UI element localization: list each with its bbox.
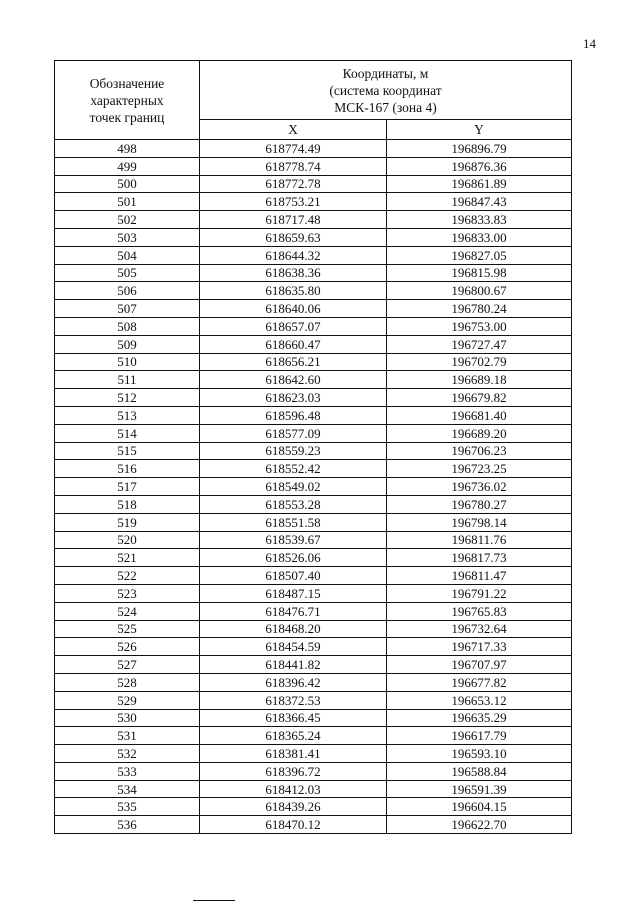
- x-coordinate-cell: 618526.06: [200, 549, 387, 567]
- point-id-cell: 534: [55, 780, 200, 798]
- header-coords-line-3: МСК-167 (зона 4): [334, 99, 437, 115]
- table-row: [55, 264, 572, 282]
- table-row: [55, 762, 572, 780]
- point-id-cell: 520: [55, 531, 200, 549]
- y-coordinate-cell: 196591.39: [387, 780, 572, 798]
- table-row: [55, 620, 572, 638]
- table-row: [55, 478, 572, 496]
- header-points-line-2: характерных: [90, 92, 164, 108]
- header-boundary-points: [55, 61, 200, 140]
- point-id-cell: 507: [55, 300, 200, 318]
- x-coordinate-cell: 618642.60: [200, 371, 387, 389]
- table-row: [55, 727, 572, 745]
- x-coordinate-cell: 618553.28: [200, 495, 387, 513]
- point-id-cell: 531: [55, 727, 200, 745]
- point-id-cell: 523: [55, 584, 200, 602]
- point-id-cell: 518: [55, 495, 200, 513]
- x-coordinate-cell: 618656.21: [200, 353, 387, 371]
- table-row: [55, 549, 572, 567]
- table-row: [55, 317, 572, 335]
- x-coordinate-cell: 618476.71: [200, 602, 387, 620]
- table-row: [55, 638, 572, 656]
- x-coordinate-cell: 618439.26: [200, 798, 387, 816]
- y-coordinate-cell: 196593.10: [387, 745, 572, 763]
- table-row: [55, 709, 572, 727]
- header-coords-line-1: Координаты, м: [342, 65, 429, 81]
- x-coordinate-cell: 618470.12: [200, 816, 387, 834]
- y-coordinate-cell: 196817.73: [387, 549, 572, 567]
- point-id-cell: 503: [55, 228, 200, 246]
- y-coordinate-cell: 196833.00: [387, 228, 572, 246]
- table-row: [55, 193, 572, 211]
- y-coordinate-cell: 196815.98: [387, 264, 572, 282]
- table-row: [55, 282, 572, 300]
- x-coordinate-cell: 618549.02: [200, 478, 387, 496]
- y-coordinate-cell: 196681.40: [387, 406, 572, 424]
- y-coordinate-cell: 196780.27: [387, 495, 572, 513]
- table-row: [55, 246, 572, 264]
- table-row: [55, 745, 572, 763]
- table-row: [55, 531, 572, 549]
- y-coordinate-cell: 196689.18: [387, 371, 572, 389]
- x-coordinate-cell: 618596.48: [200, 406, 387, 424]
- point-id-cell: 535: [55, 798, 200, 816]
- x-coordinate-cell: 618772.78: [200, 175, 387, 193]
- x-coordinate-cell: 618635.80: [200, 282, 387, 300]
- table-row: [55, 371, 572, 389]
- x-coordinate-cell: 618640.06: [200, 300, 387, 318]
- table-row: [55, 175, 572, 193]
- y-coordinate-cell: 196653.12: [387, 691, 572, 709]
- table-row: [55, 816, 572, 834]
- x-coordinate-cell: 618412.03: [200, 780, 387, 798]
- table-row: [55, 602, 572, 620]
- point-id-cell: 505: [55, 264, 200, 282]
- point-id-cell: 512: [55, 389, 200, 407]
- point-id-cell: 506: [55, 282, 200, 300]
- y-coordinate-cell: 196896.79: [387, 140, 572, 158]
- table-row: [55, 353, 572, 371]
- x-coordinate-cell: 618778.74: [200, 157, 387, 175]
- y-coordinate-cell: 196679.82: [387, 389, 572, 407]
- coordinates-table: [54, 60, 572, 834]
- table-row: [55, 513, 572, 531]
- y-coordinate-cell: 196588.84: [387, 762, 572, 780]
- point-id-cell: 509: [55, 335, 200, 353]
- point-id-cell: 501: [55, 193, 200, 211]
- y-coordinate-cell: 196847.43: [387, 193, 572, 211]
- point-id-cell: 510: [55, 353, 200, 371]
- table-row: [55, 335, 572, 353]
- table-row: [55, 424, 572, 442]
- y-coordinate-cell: 196736.02: [387, 478, 572, 496]
- y-coordinate-cell: 196707.97: [387, 656, 572, 674]
- point-id-cell: 514: [55, 424, 200, 442]
- table-row: [55, 211, 572, 229]
- table-row: [55, 442, 572, 460]
- x-coordinate-cell: 618441.82: [200, 656, 387, 674]
- x-coordinate-cell: 618552.42: [200, 460, 387, 478]
- table-row: [55, 656, 572, 674]
- point-id-cell: 524: [55, 602, 200, 620]
- x-coordinate-cell: 618507.40: [200, 567, 387, 585]
- header-x: X: [200, 120, 387, 140]
- header-points-line-3: точек границ: [89, 109, 165, 125]
- x-coordinate-cell: 618396.72: [200, 762, 387, 780]
- x-coordinate-cell: 618396.42: [200, 673, 387, 691]
- header-y: Y: [387, 120, 572, 140]
- table-row: [55, 495, 572, 513]
- x-coordinate-cell: 618366.45: [200, 709, 387, 727]
- point-id-cell: 533: [55, 762, 200, 780]
- point-id-cell: 519: [55, 513, 200, 531]
- y-coordinate-cell: 196765.83: [387, 602, 572, 620]
- y-coordinate-cell: 196702.79: [387, 353, 572, 371]
- point-id-cell: 499: [55, 157, 200, 175]
- x-coordinate-cell: 618372.53: [200, 691, 387, 709]
- y-coordinate-cell: 196753.00: [387, 317, 572, 335]
- table-row: [55, 584, 572, 602]
- table-row: [55, 673, 572, 691]
- y-coordinate-cell: 196706.23: [387, 442, 572, 460]
- header-coordinates: [200, 61, 572, 120]
- page-number: 14: [583, 36, 596, 51]
- table-row: [55, 567, 572, 585]
- x-coordinate-cell: 618381.41: [200, 745, 387, 763]
- y-coordinate-cell: 196780.24: [387, 300, 572, 318]
- point-id-cell: 513: [55, 406, 200, 424]
- y-coordinate-cell: 196617.79: [387, 727, 572, 745]
- y-coordinate-cell: 196635.29: [387, 709, 572, 727]
- point-id-cell: 530: [55, 709, 200, 727]
- y-coordinate-cell: 196876.36: [387, 157, 572, 175]
- y-coordinate-cell: 196833.83: [387, 211, 572, 229]
- x-coordinate-cell: 618774.49: [200, 140, 387, 158]
- point-id-cell: 508: [55, 317, 200, 335]
- point-id-cell: 532: [55, 745, 200, 763]
- x-coordinate-cell: 618365.24: [200, 727, 387, 745]
- table-row: [55, 780, 572, 798]
- header-points-line-1: Обозначение: [89, 75, 165, 91]
- table-row: [55, 798, 572, 816]
- y-coordinate-cell: 196811.47: [387, 567, 572, 585]
- point-id-cell: 498: [55, 140, 200, 158]
- y-coordinate-cell: 196798.14: [387, 513, 572, 531]
- y-coordinate-cell: 196727.47: [387, 335, 572, 353]
- x-coordinate-cell: 618638.36: [200, 264, 387, 282]
- x-coordinate-cell: 618623.03: [200, 389, 387, 407]
- y-coordinate-cell: 196622.70: [387, 816, 572, 834]
- y-coordinate-cell: 196861.89: [387, 175, 572, 193]
- x-coordinate-cell: 618717.48: [200, 211, 387, 229]
- header-coords-line-2: (система координат: [329, 82, 442, 98]
- x-coordinate-cell: 618659.63: [200, 228, 387, 246]
- table-row: [55, 460, 572, 478]
- point-id-cell: 528: [55, 673, 200, 691]
- footer-divider: [193, 900, 235, 901]
- x-coordinate-cell: 618468.20: [200, 620, 387, 638]
- point-id-cell: 517: [55, 478, 200, 496]
- table-row: [55, 300, 572, 318]
- x-coordinate-cell: 618487.15: [200, 584, 387, 602]
- point-id-cell: 522: [55, 567, 200, 585]
- x-coordinate-cell: 618551.58: [200, 513, 387, 531]
- y-coordinate-cell: 196811.76: [387, 531, 572, 549]
- table-row: [55, 389, 572, 407]
- x-coordinate-cell: 618577.09: [200, 424, 387, 442]
- x-coordinate-cell: 618657.07: [200, 317, 387, 335]
- x-coordinate-cell: 618559.23: [200, 442, 387, 460]
- point-id-cell: 525: [55, 620, 200, 638]
- point-id-cell: 536: [55, 816, 200, 834]
- point-id-cell: 504: [55, 246, 200, 264]
- x-coordinate-cell: 618753.21: [200, 193, 387, 211]
- y-coordinate-cell: 196827.05: [387, 246, 572, 264]
- y-coordinate-cell: 196689.20: [387, 424, 572, 442]
- table-row: [55, 406, 572, 424]
- point-id-cell: 529: [55, 691, 200, 709]
- y-coordinate-cell: 196717.33: [387, 638, 572, 656]
- point-id-cell: 511: [55, 371, 200, 389]
- x-coordinate-cell: 618539.67: [200, 531, 387, 549]
- point-id-cell: 515: [55, 442, 200, 460]
- point-id-cell: 521: [55, 549, 200, 567]
- point-id-cell: 526: [55, 638, 200, 656]
- y-coordinate-cell: 196604.15: [387, 798, 572, 816]
- point-id-cell: 516: [55, 460, 200, 478]
- x-coordinate-cell: 618644.32: [200, 246, 387, 264]
- y-coordinate-cell: 196800.67: [387, 282, 572, 300]
- point-id-cell: 502: [55, 211, 200, 229]
- y-coordinate-cell: 196791.22: [387, 584, 572, 602]
- x-coordinate-cell: 618660.47: [200, 335, 387, 353]
- point-id-cell: 527: [55, 656, 200, 674]
- table-row: [55, 157, 572, 175]
- y-coordinate-cell: 196677.82: [387, 673, 572, 691]
- y-coordinate-cell: 196723.25: [387, 460, 572, 478]
- table-row: [55, 691, 572, 709]
- table-row: [55, 228, 572, 246]
- y-coordinate-cell: 196732.64: [387, 620, 572, 638]
- point-id-cell: 500: [55, 175, 200, 193]
- table-body: [55, 140, 572, 834]
- x-coordinate-cell: 618454.59: [200, 638, 387, 656]
- table-row: [55, 140, 572, 158]
